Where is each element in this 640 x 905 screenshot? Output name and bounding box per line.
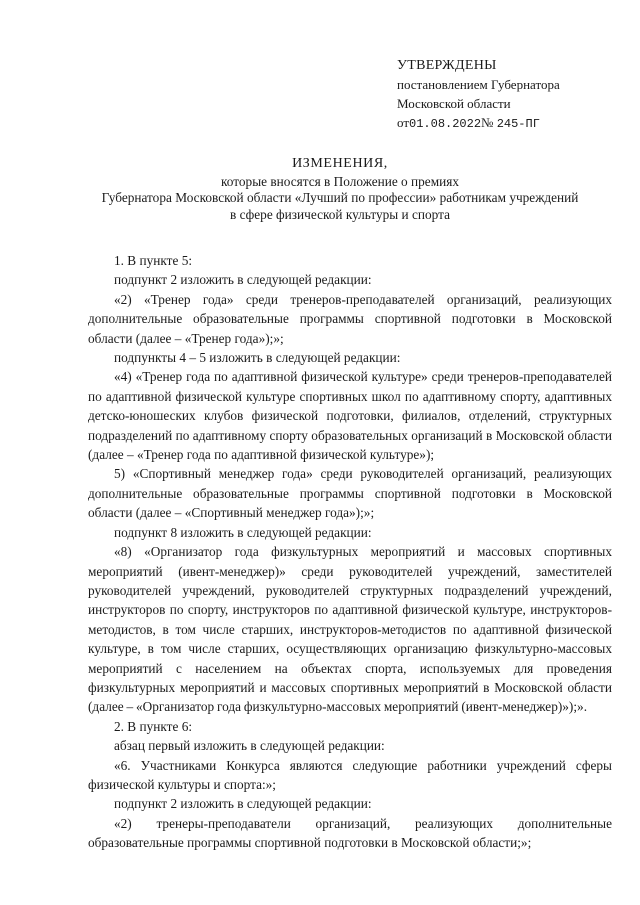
paragraph: «2) «Тренер года» среди тренеров-преподавателей организаций, реализующих дополнительные образовательные программы спортивной подготовки в Московской области (далее – «Тренер года»);»; bbox=[88, 291, 612, 346]
paragraph: 2. В пункте 6: bbox=[114, 718, 193, 734]
paragraph: подпункт 8 изложить в следующей редакции: bbox=[114, 524, 372, 540]
paragraph: абзац первый изложить в следующей редакции: bbox=[114, 738, 385, 754]
document-heading bbox=[80, 156, 600, 223]
paragraph: «2) тренеры-преподаватели организаций, реализующих дополнительные образовательные программы спортивной подготовки в Московской области;»; bbox=[88, 815, 612, 851]
approval-title: УТВЕРЖДЕНЫ bbox=[397, 58, 497, 73]
heading-title: ИЗМЕНЕНИЯ, bbox=[292, 156, 388, 171]
approval-stamp bbox=[397, 56, 560, 134]
paragraph: «6. Участниками Конкурса являются следующие работники учреждений сферы физической культуры и спорта:»; bbox=[88, 757, 612, 792]
approval-date: 01.08.2022 bbox=[409, 117, 482, 131]
approval-number: 245-ПГ bbox=[496, 117, 540, 131]
approval-line-2: Московской области bbox=[397, 96, 511, 111]
heading-line-1: которые вносятся в Положение о премиях bbox=[221, 173, 459, 189]
number-sign: № bbox=[481, 115, 494, 130]
document-body bbox=[88, 251, 612, 853]
paragraph: 1. В пункте 5: bbox=[114, 253, 193, 268]
heading-line-3: в сфере физической культуры и спорта bbox=[229, 206, 451, 222]
paragraph: «4) «Тренер года по адаптивной физической культуре» среди тренеров-преподавателей по адаптивной физической культуре спортивных школ по адаптивному спорту, адаптивных детско-юношеских клубов физической подготовки, филиалов, отделений, структурных подразделений по адаптивному спорту образовательных организаций в Московской области (далее – «Тренер года по адаптивной физической культуре»); bbox=[88, 369, 612, 463]
paragraph: подпункты 4 – 5 изложить в следующей редакции: bbox=[114, 350, 401, 366]
approval-line-1: постановлением Губернатора bbox=[397, 77, 560, 92]
paragraph: 5) «Спортивный менеджер года» среди руководителей организаций, реализующих дополнительные образовательные программы спортивной подготовки в Московской области (далее – «Спортивный менеджер года»);»; bbox=[88, 466, 612, 521]
paragraph: подпункт 2 изложить в следующей редакции: bbox=[114, 272, 372, 288]
date-prefix: от bbox=[397, 115, 410, 130]
paragraph: «8) «Организатор года физкультурных мероприятий и массовых спортивных мероприятий (ивент-менеджер)» среди руководителей учреждений, заместителей руководителей учреждений, руководителей структурных подразделений учреждений, инструкторов по спорту, инструкторов по адаптивной физической культуре, инструкторов-методистов, в том числе старших, инструкторов-методистов по адаптивной физической культуре, в том числе старших, осуществляющих организацию физкультурно-массовых мероприятий с населением на объектах спорта, используемых для проведения физкультурных мероприятий и массовых спортивных мероприятий в Московской области (далее – «Организатор года физкультурно-массовых мероприятий (ивент-менеджер)»);». bbox=[88, 544, 612, 715]
approval-date-line bbox=[397, 113, 560, 134]
heading-line-2: Губернатора Московской области «Лучший по профессии» работникам учреждений bbox=[101, 190, 579, 205]
paragraph: подпункт 2 изложить в следующей редакции: bbox=[114, 796, 372, 812]
